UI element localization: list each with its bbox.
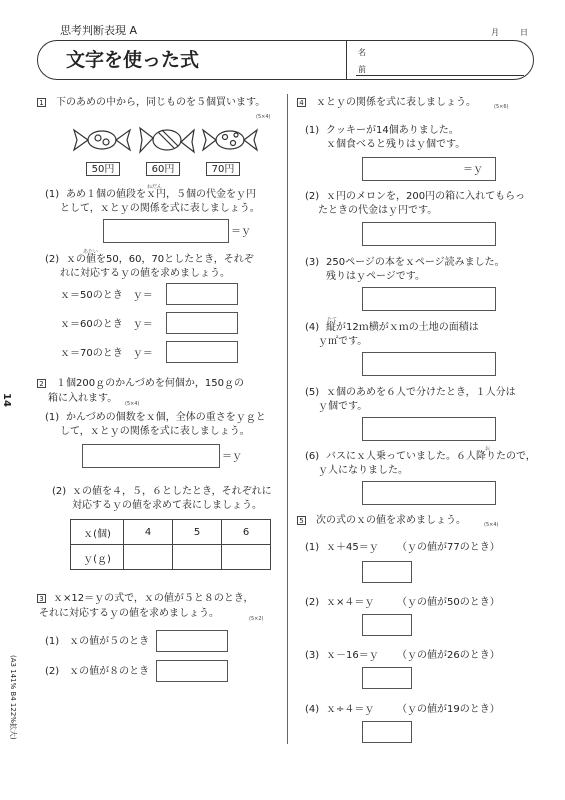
q3-1-answer-box[interactable] — [156, 630, 228, 652]
q5-1-number: (1) — [305, 542, 320, 553]
q4-2-answer-box[interactable] — [362, 222, 496, 246]
q2-points: (5×4) — [125, 401, 140, 407]
q1-1-line2: として，ｘとｙの関係を式に表しましょう。 — [60, 203, 260, 214]
q5-4-equation: ｘ÷４＝ｙ — [326, 704, 375, 715]
q4-2-number: (2) — [305, 191, 320, 202]
q4-3-line1: 250ページの本をｘページ読みました。 — [326, 257, 505, 268]
q3-line2: それに対応するｙの値を求めましょう。 — [39, 608, 219, 619]
print-note: (A3 141% B4 122%拡大) — [9, 655, 17, 740]
q2-2-table — [70, 519, 271, 570]
q5-2-equation: ｘ×４＝ｙ — [326, 597, 375, 608]
q1-1-answer-box[interactable] — [103, 219, 229, 243]
q4-4-number: (4) — [305, 322, 320, 333]
q1-points: (5×4) — [256, 114, 271, 120]
q4-2-line1: ｘ円のメロンを，200円の箱に入れてもらっ — [326, 191, 526, 202]
candy-icon — [203, 130, 257, 150]
price-tag-2: 60円 — [146, 162, 180, 176]
table-row-head: ｙ(ｇ) — [71, 545, 124, 570]
q1-number: 1 — [37, 98, 46, 107]
name-label-bottom: 前 — [358, 65, 366, 74]
q1-2-row2-box[interactable] — [166, 312, 238, 334]
q4-4-line2: ｙ㎡です。 — [318, 336, 368, 347]
q3-1-label: (1) ｘの値が５のとき — [45, 636, 150, 647]
q2-2-line2: 対応するｙの値を求めて表にしましょう。 — [72, 500, 262, 511]
q5-number: 5 — [297, 516, 306, 525]
table-cell-y[interactable] — [124, 545, 173, 570]
day-label: 日 — [520, 28, 528, 37]
q1-1-suffix: ＝ｙ — [231, 226, 251, 237]
q2-2-line1: ｘの値を４，５，６としたとき，それぞれに — [72, 486, 272, 497]
q1-1-line1: あめ１個の値段をｘ円，５個の代金をｙ円 — [66, 189, 256, 200]
q4-6-line2: ｙ人になりました。 — [318, 465, 408, 476]
q4-1-suffix: ＝ｙ — [463, 164, 483, 175]
price-tag-3: 70円 — [206, 162, 240, 176]
name-label-top: 名 — [358, 48, 366, 57]
table-cell-x: 5 — [173, 520, 222, 545]
q4-1-line2: ｘ個食べると残りはｙ個です。 — [326, 139, 466, 150]
q4-1-number: (1) — [305, 125, 320, 136]
price-tag-1: 50円 — [86, 162, 120, 176]
candy-icon — [74, 130, 130, 150]
q2-1-line2: して，ｘとｙの関係を式に表しましょう。 — [60, 426, 250, 437]
q4-points: (5×6) — [494, 104, 509, 110]
q5-2-answer-box[interactable] — [362, 614, 412, 636]
q2-1-line1: かんづめの個数をｘ個，全体の重さをｙｇと — [66, 412, 266, 423]
q5-text: 次の式のｘの値を求めましょう。 — [316, 515, 466, 526]
q4-3-answer-box[interactable] — [362, 287, 496, 311]
q3-points: (5×2) — [249, 616, 264, 622]
subject-label: 思考判断表現 A — [60, 24, 138, 37]
q1-2-line2: れに対応するｙの値を求めましょう。 — [60, 268, 230, 279]
q2-1-number: (1) — [45, 412, 60, 423]
q4-5-line2: ｙ個です。 — [318, 401, 368, 412]
q2-line1: １個200ｇのかんづめを何個か，150ｇの — [56, 378, 244, 389]
q4-1-line1: クッキーが14個ありました。 — [326, 125, 459, 136]
q5-4-number: (4) — [305, 704, 320, 715]
q1-2-row3-label: ｘ＝70のとき ｙ＝ — [60, 348, 153, 359]
q4-5-answer-box[interactable] — [362, 417, 496, 441]
q3-2-label: (2) ｘの値が８のとき — [45, 666, 150, 677]
table-cell-y[interactable] — [222, 545, 271, 570]
q1-2-row2-label: ｘ＝60のとき ｙ＝ — [60, 319, 153, 330]
q1-2-row1-box[interactable] — [166, 283, 238, 305]
q4-6-answer-box[interactable] — [362, 481, 496, 505]
q5-3-answer-box[interactable] — [362, 667, 412, 689]
q5-2-number: (2) — [305, 597, 320, 608]
q3-2-answer-box[interactable] — [156, 660, 228, 682]
q1-2-line1: ｘの値を50，60，70としたとき，それぞ — [66, 254, 254, 265]
q1-1-ruby: ねだん — [147, 184, 163, 190]
q1-text: 下のあめの中から，同じものを５個買います。 — [56, 97, 266, 108]
month-label: 月 — [491, 28, 499, 37]
q3-number: 3 — [37, 594, 46, 603]
q2-line2: 箱に入れます。 — [48, 393, 118, 404]
q5-points: (5×4) — [484, 522, 499, 528]
column-divider — [287, 94, 288, 744]
table-cell-x: 6 — [222, 520, 271, 545]
q1-2-row1-label: ｘ＝50のとき ｙ＝ — [60, 290, 153, 301]
q2-2-number: (2) — [52, 486, 67, 497]
q5-4-answer-box[interactable] — [362, 721, 412, 743]
q1-2-number: (2) — [45, 254, 60, 265]
q5-1-equation: ｘ＋45＝ｙ — [326, 542, 379, 553]
q4-4-answer-box[interactable] — [362, 352, 496, 376]
table-row — [71, 520, 271, 545]
q3-line1: ｘ×12＝ｙの式で，ｘの値が５と８のとき， — [53, 593, 254, 604]
q4-number: 4 — [297, 98, 306, 107]
q4-6-number: (6) — [305, 451, 320, 462]
q2-1-suffix: ＝ｙ — [222, 451, 242, 462]
q5-1-condition: （ｙの値が77のとき） — [397, 542, 500, 553]
q1-2-ruby: あたい — [83, 249, 99, 255]
q4-2-line2: たときの代金はｙ円です。 — [318, 205, 438, 216]
q4-4-ruby: たて — [327, 317, 338, 323]
page-title: 文字を使った式 — [66, 49, 200, 71]
q2-number: 2 — [37, 379, 46, 388]
q4-4-line1: 縦が12ｍ横がｘｍの土地の面積は — [326, 322, 479, 333]
q1-2-row3-box[interactable] — [166, 341, 238, 363]
q5-1-answer-box[interactable] — [362, 561, 412, 583]
name-field[interactable] — [356, 75, 524, 76]
q5-3-condition: （ｙの値が26のとき） — [397, 650, 500, 661]
q4-5-line1: ｘ個のあめを６人で分けたとき，１人分は — [326, 387, 516, 398]
q4-3-number: (3) — [305, 257, 320, 268]
title-divider — [346, 40, 347, 80]
q4-6-line1: バスにｘ人乗っていました。６人降りたので， — [326, 451, 536, 462]
q4-6-ruby: お — [485, 446, 491, 452]
q5-4-condition: （ｙの値が19のとき） — [397, 704, 500, 715]
table-row — [71, 545, 271, 570]
candy-illustration — [70, 120, 260, 160]
q1-1-number: (1) — [45, 189, 60, 200]
q4-3-line2: 残りはｙページです。 — [326, 271, 425, 282]
q4-5-number: (5) — [305, 387, 320, 398]
candy-icon — [140, 128, 194, 152]
q4-text: ｘとｙの関係を式に表しましょう。 — [316, 97, 476, 108]
q5-2-condition: （ｙの値が50のとき） — [397, 597, 500, 608]
page-number: 14 — [1, 393, 12, 407]
q5-3-number: (3) — [305, 650, 320, 661]
table-cell-x: 4 — [124, 520, 173, 545]
table-row-head: ｘ(個) — [71, 520, 124, 545]
table-cell-y[interactable] — [173, 545, 222, 570]
q2-1-answer-box[interactable] — [82, 444, 220, 468]
q5-3-equation: ｘ－16＝ｙ — [326, 650, 379, 661]
